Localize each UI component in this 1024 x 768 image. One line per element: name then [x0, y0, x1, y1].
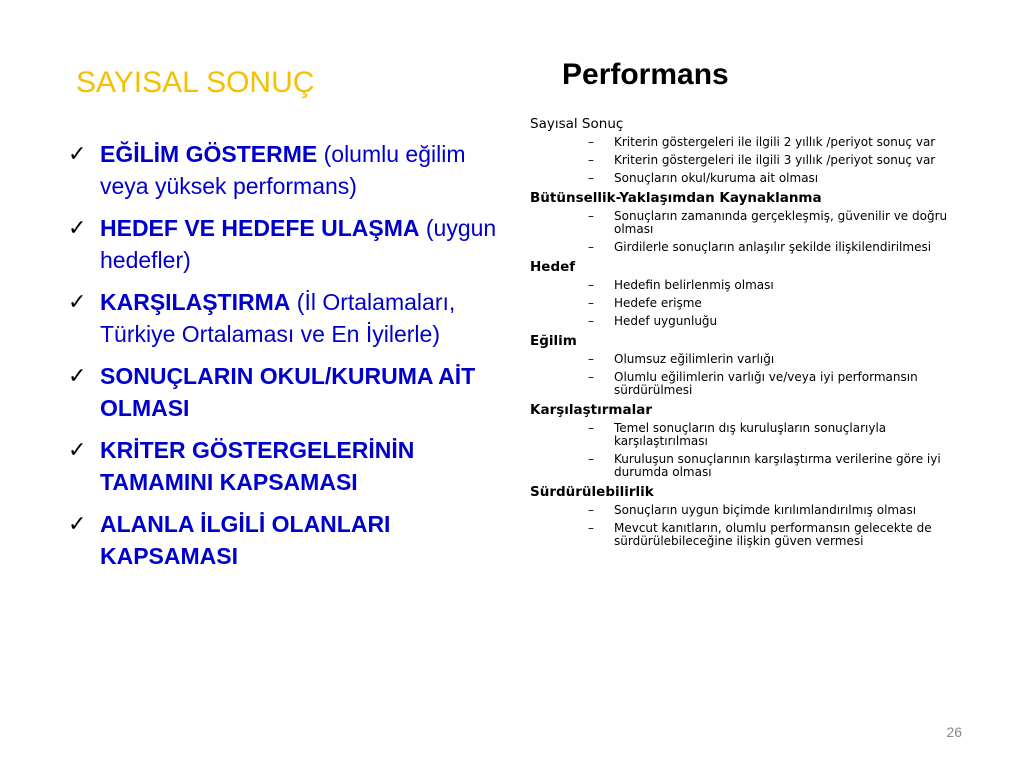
list-item: – Kriterin göstergeleri ile ilgili 2 yıllık /periyot sonuç var [588, 135, 936, 149]
left-title: SAYISAL SONUÇ [76, 66, 315, 99]
section-list [530, 422, 970, 479]
criteria-checklist [60, 138, 500, 582]
section-heading: Sürdürülebilirlik [530, 484, 654, 500]
section-list [530, 353, 970, 397]
section-heading: Eğilim [530, 333, 577, 349]
section-list [530, 210, 970, 254]
checklist-item: ✓ KARŞILAŞTIRMA (İl Ortalamaları, Türkiye Ortalaması ve En İyilerle) [60, 286, 500, 350]
list-item: – Sonuçların zamanında gerçekleşmiş, güvenilir ve doğru olması [588, 209, 948, 236]
dash-bullet: – [588, 352, 594, 366]
list-item: – Mevcut kanıtların, olumlu performansın gelecekte de sürdürülebileceğine ilişkin güven vermesi [588, 521, 932, 548]
check-icon: ✓ [68, 437, 87, 462]
check-icon: ✓ [68, 215, 87, 240]
dash-bullet: – [588, 209, 594, 223]
dash-bullet: – [588, 521, 594, 535]
list-item: – Sonuçların okul/kuruma ait olması [588, 171, 819, 185]
dash-bullet: – [588, 314, 594, 328]
page-number: 26 [946, 724, 962, 740]
section-heading: Bütünsellik-Yaklaşımdan Kaynaklanma [530, 190, 822, 206]
dash-bullet: – [588, 278, 594, 292]
dash-bullet: – [588, 240, 594, 254]
dash-bullet: – [588, 296, 594, 310]
list-item: – Hedefe erişme [588, 296, 702, 310]
list-item: – Hedefin belirlenmiş olması [588, 278, 774, 292]
list-item: – Olumlu eğilimlerin varlığı ve/veya iyi performansın sürdürülmesi [588, 370, 918, 397]
list-item: – Kuruluşun sonuçlarının karşılaştırma verilerine göre iyi durumda olması [588, 452, 941, 479]
section-list [530, 279, 970, 328]
check-icon: ✓ [68, 289, 87, 314]
checklist-item: ✓ KRİTER GÖSTERGELERİNİN TAMAMINI KAPSAMASI [60, 434, 500, 498]
section-heading: Sayısal Sonuç [530, 116, 624, 132]
dash-bullet: – [588, 452, 594, 466]
list-item: – Sonuçların uygun biçimde kırılımlandırılmış olması [588, 503, 917, 517]
list-item: – Olumsuz eğilimlerin varlığı [588, 352, 775, 366]
list-item: – Temel sonuçların dış kuruluşların sonuçlarıyla karşılaştırılması [588, 421, 887, 448]
dash-bullet: – [588, 370, 594, 384]
right-title: Performans [562, 58, 729, 91]
list-item: – Hedef uygunluğu [588, 314, 718, 328]
section-list [530, 504, 970, 548]
check-icon: ✓ [68, 141, 87, 166]
section-list [530, 136, 970, 185]
checklist-item: ✓ HEDEF VE HEDEFE ULAŞMA (uygun hedefler) [60, 212, 500, 276]
checklist-item: ✓ ALANLA İLGİLİ OLANLARI KAPSAMASI [60, 508, 500, 572]
checklist-item: ✓ SONUÇLARIN OKUL/KURUMA AİT OLMASI [60, 360, 500, 424]
performance-outline [530, 116, 970, 553]
dash-bullet: – [588, 503, 594, 517]
checklist-item: ✓ EĞİLİM GÖSTERME (olumlu eğilim veya yüksek performans) [60, 138, 500, 202]
check-icon: ✓ [68, 363, 87, 388]
dash-bullet: – [588, 421, 594, 435]
section-heading: Karşılaştırmalar [530, 402, 652, 418]
section-heading: Hedef [530, 259, 576, 275]
check-icon: ✓ [68, 511, 87, 536]
dash-bullet: – [588, 153, 594, 167]
list-item: – Kriterin göstergeleri ile ilgili 3 yıllık /periyot sonuç var [588, 153, 936, 167]
dash-bullet: – [588, 171, 594, 185]
list-item: – Girdilerle sonuçların anlaşılır şekilde ilişkilendirilmesi [588, 240, 932, 254]
dash-bullet: – [588, 135, 594, 149]
